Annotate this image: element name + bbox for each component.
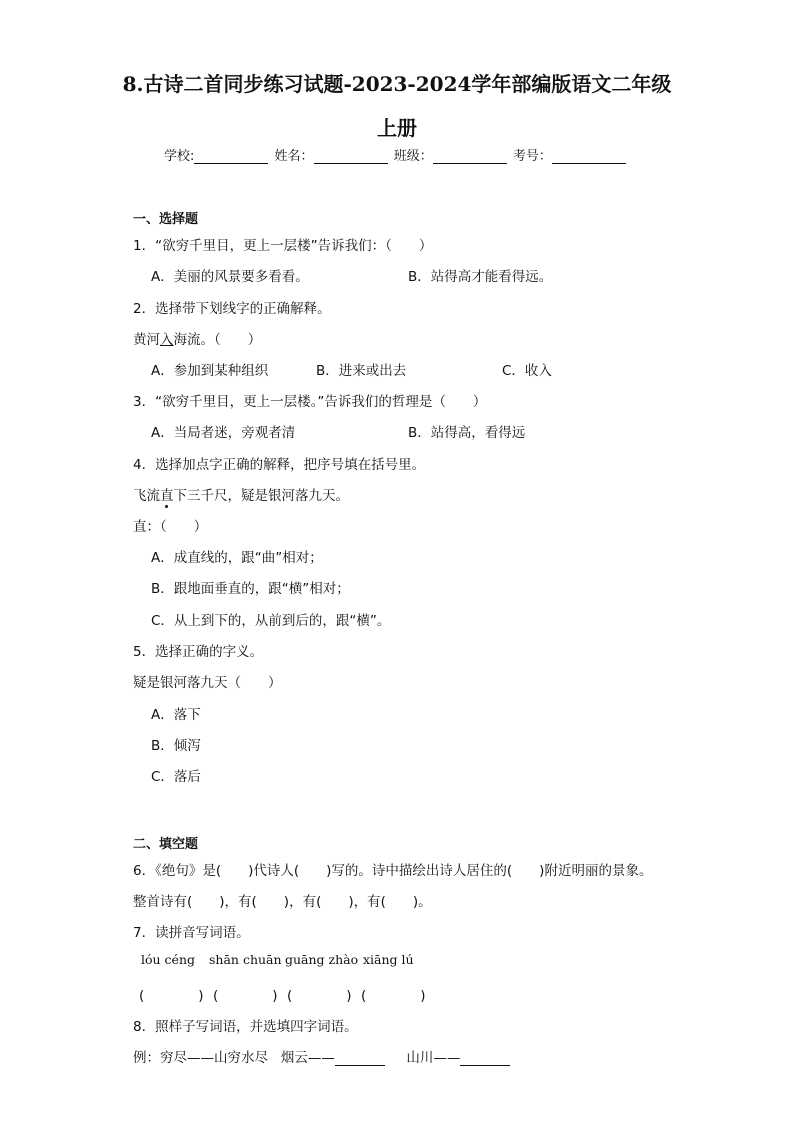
question-2-option-c[interactable]: C．收入 [502, 363, 552, 379]
question-5-line: 疑是银河落九天（ ） [133, 675, 282, 691]
class-field[interactable] [433, 149, 507, 164]
question-4-line-post: 下三千尺，疑是银河落九天。 [173, 488, 349, 504]
question-7-stem: 7．读拼音写词语。 [133, 925, 250, 941]
question-1-option-b[interactable]: B．站得高才能看得远。 [408, 269, 553, 285]
question-4-ask: 直：（ ） [133, 519, 208, 535]
question-4-line [133, 484, 349, 504]
question-2-line-post: 海流。（ ） [173, 332, 262, 348]
question-4-dotted-char: 直 [160, 488, 174, 504]
pinyin-1: lóu céng [141, 952, 195, 967]
name-label: 姓名： [274, 149, 314, 164]
question-8-item-2: 山川—— [406, 1050, 461, 1066]
question-5-stem: 5．选择正确的字义。 [133, 644, 264, 660]
section-heading-choice: 一、选择题 [133, 212, 199, 227]
question-6-line-2: 整首诗有( )，有( )，有( )，有( )。 [133, 894, 432, 910]
question-4-option-a[interactable]: A．成直线的，跟“曲”相对； [151, 550, 323, 566]
question-4-option-b[interactable]: B．跟地面垂直的，跟“横”相对； [151, 581, 350, 597]
answer-bracket-3[interactable]: ( ) [287, 988, 352, 1004]
question-8-example: 例：穷尽——山穷水尽 [133, 1050, 268, 1066]
question-2-line-pre: 黄河 [133, 332, 160, 348]
question-4-line-pre: 飞流 [133, 488, 160, 504]
question-1-stem: 1．“欲穷千里目，更上一层楼”告诉我们：（ ） [133, 238, 433, 254]
number-label: 考号： [512, 149, 552, 164]
question-8-line [133, 1046, 510, 1066]
question-5-option-c[interactable]: C．落后 [151, 769, 201, 785]
pinyin-4: xiāng lú [363, 952, 414, 967]
question-5-option-b[interactable]: B．倾泻 [151, 738, 201, 754]
name-field[interactable] [314, 149, 388, 164]
question-5-option-a[interactable]: A．落下 [151, 707, 201, 723]
question-8-item-1: 烟云—— [280, 1050, 335, 1066]
question-3-option-b[interactable]: B．站得高，看得远 [408, 425, 526, 441]
question-1-option-a[interactable]: A．美丽的风景要多看看。 [151, 269, 309, 285]
pinyin-3: guāng zhào [285, 952, 359, 967]
question-8-blank-2[interactable] [460, 1052, 510, 1066]
question-2-option-a[interactable]: A．参加到某种组织 [151, 363, 269, 379]
question-2-stem: 2．选择带下划线字的正确解释。 [133, 301, 331, 317]
question-8-blank-1[interactable] [335, 1052, 385, 1066]
question-4-stem: 4．选择加点字正确的解释，把序号填在括号里。 [133, 457, 426, 473]
question-2-option-b[interactable]: B．进来或出去 [316, 363, 407, 379]
question-6-line-1: 6．《绝句》是( )代诗人( )写的。诗中描绘出诗人居住的( )附近明丽的景象。 [133, 863, 653, 879]
answer-bracket-2[interactable]: ( ) [213, 988, 278, 1004]
class-label: 班级： [393, 149, 433, 164]
question-2-line [133, 328, 261, 348]
school-label: 学校: [164, 149, 195, 164]
answer-bracket-1[interactable]: ( ) [139, 988, 204, 1004]
number-field[interactable] [552, 149, 626, 164]
school-field[interactable] [194, 149, 268, 164]
pinyin-2: shān chuān [209, 952, 282, 967]
section-heading-fill: 二、填空题 [133, 837, 199, 852]
answer-bracket-4[interactable]: ( ) [361, 988, 426, 1004]
question-3-option-a[interactable]: A．当局者迷，旁观者清 [151, 425, 296, 441]
question-3-stem: 3．“欲穷千里目，更上一层楼。”告诉我们的哲理是（ ） [133, 394, 487, 410]
page-title-continued: 上册 [377, 116, 417, 140]
page-title: 8.古诗二首同步练习试题-2023-2024学年部编版语文二年级 [122, 72, 672, 96]
student-info-row [164, 145, 628, 164]
question-2-underlined-char: 入 [160, 332, 174, 348]
question-8-stem: 8．照样子写词语，并选填四字词语。 [133, 1019, 358, 1035]
question-4-option-c[interactable]: C．从上到下的，从前到后的，跟“横”。 [151, 613, 391, 629]
